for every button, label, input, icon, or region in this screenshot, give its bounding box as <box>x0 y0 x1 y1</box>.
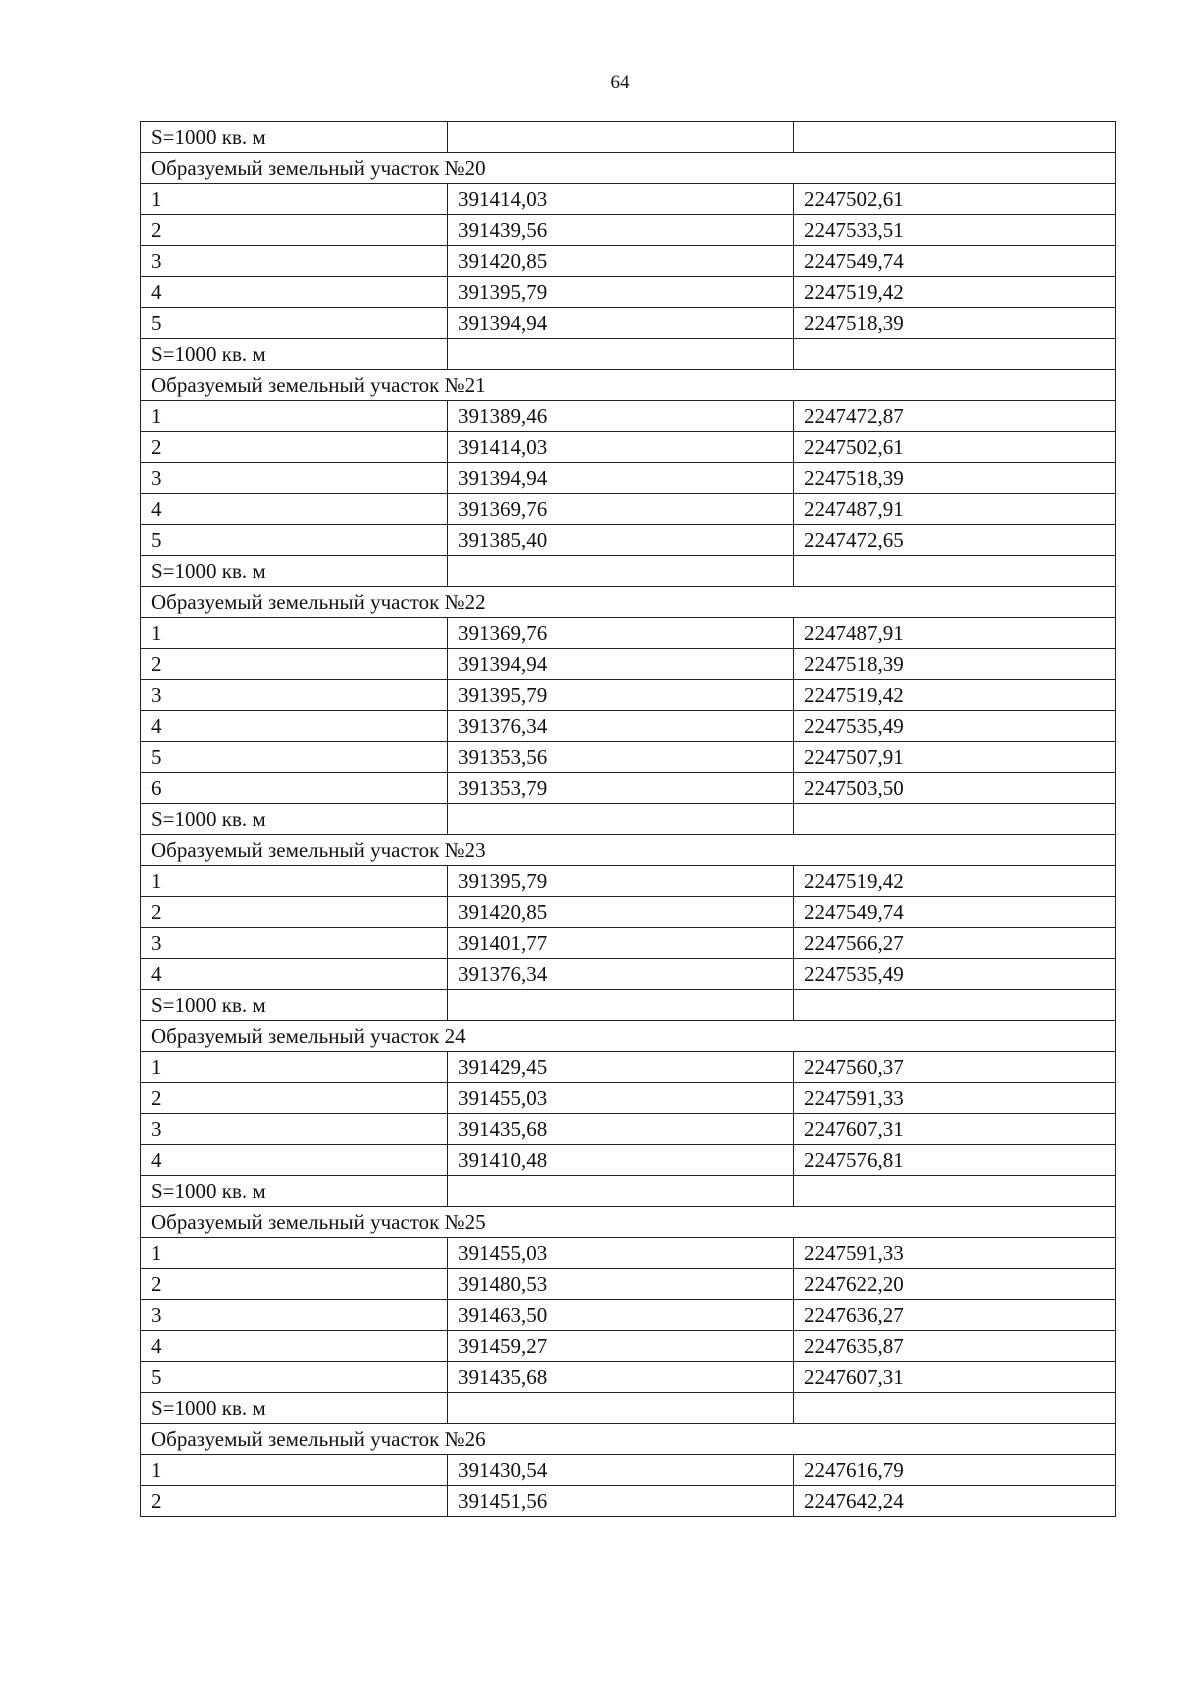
point-number: 5 <box>141 1362 448 1393</box>
x-coordinate: 391353,79 <box>448 773 794 804</box>
y-coordinate: 2247636,27 <box>794 1300 1116 1331</box>
coordinate-row <box>141 1362 1116 1393</box>
coordinate-row <box>141 246 1116 277</box>
y-coordinate: 2247519,42 <box>794 680 1116 711</box>
parcel-header-row <box>141 587 1116 618</box>
y-coordinate: 2247549,74 <box>794 246 1116 277</box>
parcel-title: Образуемый земельный участок №21 <box>141 370 1116 401</box>
parcel-header-row <box>141 1207 1116 1238</box>
y-coordinate: 2247616,79 <box>794 1455 1116 1486</box>
coordinate-row <box>141 494 1116 525</box>
point-number: 2 <box>141 1083 448 1114</box>
coordinate-row <box>141 277 1116 308</box>
point-number: 2 <box>141 897 448 928</box>
coordinate-row <box>141 1052 1116 1083</box>
x-coordinate: 391376,34 <box>448 959 794 990</box>
empty-cell <box>448 339 794 370</box>
area-value: S=1000 кв. м <box>141 1393 448 1424</box>
area-row <box>141 556 1116 587</box>
point-number: 4 <box>141 277 448 308</box>
point-number: 1 <box>141 618 448 649</box>
point-number: 4 <box>141 711 448 742</box>
coordinate-row <box>141 401 1116 432</box>
x-coordinate: 391451,56 <box>448 1486 794 1517</box>
x-coordinate: 391394,94 <box>448 308 794 339</box>
coordinates-table-body <box>141 122 1116 1517</box>
x-coordinate: 391430,54 <box>448 1455 794 1486</box>
y-coordinate: 2247519,42 <box>794 277 1116 308</box>
point-number: 1 <box>141 866 448 897</box>
x-coordinate: 391369,76 <box>448 618 794 649</box>
coordinate-row <box>141 711 1116 742</box>
coordinate-row <box>141 215 1116 246</box>
y-coordinate: 2247535,49 <box>794 959 1116 990</box>
point-number: 1 <box>141 184 448 215</box>
y-coordinate: 2247607,31 <box>794 1362 1116 1393</box>
x-coordinate: 391395,79 <box>448 680 794 711</box>
x-coordinate: 391435,68 <box>448 1362 794 1393</box>
x-coordinate: 391455,03 <box>448 1238 794 1269</box>
x-coordinate: 391394,94 <box>448 463 794 494</box>
x-coordinate: 391414,03 <box>448 432 794 463</box>
empty-cell <box>794 804 1116 835</box>
x-coordinate: 391414,03 <box>448 184 794 215</box>
point-number: 3 <box>141 1114 448 1145</box>
coordinate-row <box>141 1114 1116 1145</box>
y-coordinate: 2247622,20 <box>794 1269 1116 1300</box>
x-coordinate: 391429,45 <box>448 1052 794 1083</box>
coordinate-row <box>141 432 1116 463</box>
y-coordinate: 2247518,39 <box>794 308 1116 339</box>
x-coordinate: 391395,79 <box>448 277 794 308</box>
empty-cell <box>794 990 1116 1021</box>
x-coordinate: 391401,77 <box>448 928 794 959</box>
coordinate-row <box>141 866 1116 897</box>
x-coordinate: 391385,40 <box>448 525 794 556</box>
y-coordinate: 2247519,42 <box>794 866 1116 897</box>
y-coordinate: 2247503,50 <box>794 773 1116 804</box>
point-number: 2 <box>141 1486 448 1517</box>
y-coordinate: 2247518,39 <box>794 649 1116 680</box>
area-value: S=1000 кв. м <box>141 804 448 835</box>
y-coordinate: 2247472,87 <box>794 401 1116 432</box>
area-value: S=1000 кв. м <box>141 122 448 153</box>
x-coordinate: 391376,34 <box>448 711 794 742</box>
parcel-title: Образуемый земельный участок №23 <box>141 835 1116 866</box>
coordinate-row <box>141 184 1116 215</box>
empty-cell <box>448 1176 794 1207</box>
x-coordinate: 391463,50 <box>448 1300 794 1331</box>
y-coordinate: 2247502,61 <box>794 432 1116 463</box>
coordinate-row <box>141 773 1116 804</box>
coordinate-row <box>141 1455 1116 1486</box>
coordinate-row <box>141 897 1116 928</box>
x-coordinate: 391395,79 <box>448 866 794 897</box>
coordinate-row <box>141 742 1116 773</box>
x-coordinate: 391439,56 <box>448 215 794 246</box>
point-number: 2 <box>141 1269 448 1300</box>
coordinate-row <box>141 1269 1116 1300</box>
y-coordinate: 2247607,31 <box>794 1114 1116 1145</box>
x-coordinate: 391389,46 <box>448 401 794 432</box>
parcel-header-row <box>141 370 1116 401</box>
coordinate-row <box>141 618 1116 649</box>
coordinate-row <box>141 1486 1116 1517</box>
x-coordinate: 391420,85 <box>448 897 794 928</box>
area-row <box>141 1393 1116 1424</box>
coordinate-row <box>141 959 1116 990</box>
y-coordinate: 2247472,65 <box>794 525 1116 556</box>
area-value: S=1000 кв. м <box>141 556 448 587</box>
point-number: 3 <box>141 463 448 494</box>
area-row <box>141 990 1116 1021</box>
y-coordinate: 2247502,61 <box>794 184 1116 215</box>
point-number: 4 <box>141 1145 448 1176</box>
area-value: S=1000 кв. м <box>141 990 448 1021</box>
point-number: 1 <box>141 1238 448 1269</box>
coordinate-row <box>141 1083 1116 1114</box>
coordinate-row <box>141 649 1116 680</box>
point-number: 2 <box>141 215 448 246</box>
area-value: S=1000 кв. м <box>141 339 448 370</box>
point-number: 1 <box>141 401 448 432</box>
empty-cell <box>794 556 1116 587</box>
empty-cell <box>448 122 794 153</box>
parcel-header-row <box>141 1424 1116 1455</box>
empty-cell <box>794 1393 1116 1424</box>
point-number: 5 <box>141 742 448 773</box>
y-coordinate: 2247566,27 <box>794 928 1116 959</box>
area-row <box>141 339 1116 370</box>
x-coordinate: 391459,27 <box>448 1331 794 1362</box>
y-coordinate: 2247487,91 <box>794 618 1116 649</box>
point-number: 5 <box>141 525 448 556</box>
point-number: 1 <box>141 1052 448 1083</box>
x-coordinate: 391369,76 <box>448 494 794 525</box>
empty-cell <box>794 1176 1116 1207</box>
y-coordinate: 2247642,24 <box>794 1486 1116 1517</box>
coordinate-row <box>141 1300 1116 1331</box>
x-coordinate: 391435,68 <box>448 1114 794 1145</box>
page-number: 64 <box>610 72 630 93</box>
y-coordinate: 2247591,33 <box>794 1238 1116 1269</box>
coordinate-row <box>141 308 1116 339</box>
y-coordinate: 2247487,91 <box>794 494 1116 525</box>
area-row <box>141 1176 1116 1207</box>
empty-cell <box>448 804 794 835</box>
y-coordinate: 2247533,51 <box>794 215 1116 246</box>
coordinate-row <box>141 1145 1116 1176</box>
x-coordinate: 391353,56 <box>448 742 794 773</box>
point-number: 1 <box>141 1455 448 1486</box>
area-value: S=1000 кв. м <box>141 1176 448 1207</box>
empty-cell <box>794 339 1116 370</box>
parcel-header-row <box>141 153 1116 184</box>
point-number: 3 <box>141 246 448 277</box>
x-coordinate: 391455,03 <box>448 1083 794 1114</box>
y-coordinate: 2247591,33 <box>794 1083 1116 1114</box>
x-coordinate: 391420,85 <box>448 246 794 277</box>
y-coordinate: 2247635,87 <box>794 1331 1116 1362</box>
area-row <box>141 804 1116 835</box>
parcel-title: Образуемый земельный участок №22 <box>141 587 1116 618</box>
y-coordinate: 2247507,91 <box>794 742 1116 773</box>
parcel-title: Образуемый земельный участок №20 <box>141 153 1116 184</box>
point-number: 3 <box>141 928 448 959</box>
point-number: 3 <box>141 1300 448 1331</box>
point-number: 4 <box>141 1331 448 1362</box>
point-number: 6 <box>141 773 448 804</box>
area-row <box>141 122 1116 153</box>
parcel-header-row <box>141 1021 1116 1052</box>
empty-cell <box>448 1393 794 1424</box>
y-coordinate: 2247549,74 <box>794 897 1116 928</box>
y-coordinate: 2247560,37 <box>794 1052 1116 1083</box>
coordinate-row <box>141 680 1116 711</box>
coordinate-row <box>141 928 1116 959</box>
coordinate-row <box>141 463 1116 494</box>
x-coordinate: 391480,53 <box>448 1269 794 1300</box>
empty-cell <box>794 122 1116 153</box>
coordinates-table <box>140 121 1116 1517</box>
empty-cell <box>448 990 794 1021</box>
point-number: 2 <box>141 649 448 680</box>
point-number: 4 <box>141 959 448 990</box>
point-number: 5 <box>141 308 448 339</box>
parcel-title: Образуемый земельный участок №26 <box>141 1424 1116 1455</box>
parcel-header-row <box>141 835 1116 866</box>
point-number: 4 <box>141 494 448 525</box>
coordinate-row <box>141 1331 1116 1362</box>
y-coordinate: 2247535,49 <box>794 711 1116 742</box>
empty-cell <box>448 556 794 587</box>
point-number: 3 <box>141 680 448 711</box>
point-number: 2 <box>141 432 448 463</box>
x-coordinate: 391410,48 <box>448 1145 794 1176</box>
parcel-title: Образуемый земельный участок №25 <box>141 1207 1116 1238</box>
y-coordinate: 2247518,39 <box>794 463 1116 494</box>
x-coordinate: 391394,94 <box>448 649 794 680</box>
coordinate-row <box>141 525 1116 556</box>
parcel-title: Образуемый земельный участок 24 <box>141 1021 1116 1052</box>
y-coordinate: 2247576,81 <box>794 1145 1116 1176</box>
coordinate-row <box>141 1238 1116 1269</box>
